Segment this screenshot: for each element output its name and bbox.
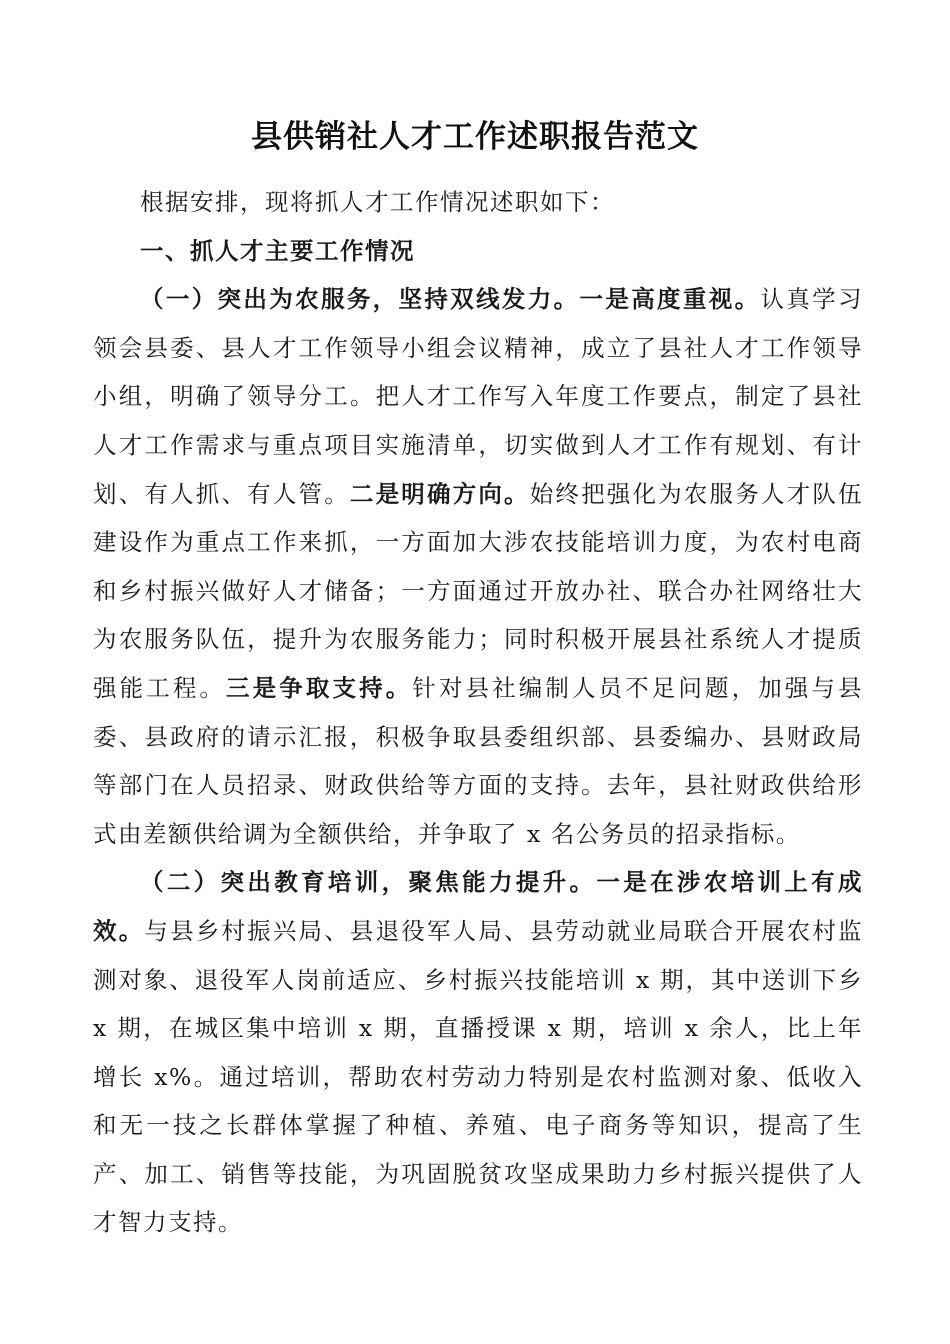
paragraph-1-point2-label: 二是明确方向。 [349,479,530,508]
paragraph-2-point1-label: 一是在涉农培训上有成效。 [93,868,864,945]
paragraph-1-point2-text: 始终把强化为农服务人才队伍建设作为重点工作来抓，一方面加大涉农技能培训力度，为农村电商和乡村振兴做好人才储备；一方面通过开放办社、联合办社网络壮大为农服务队伍，提升为农服务能力；同时积极开展县社系统人才提质强能工程。 [93,479,864,702]
paragraph-1-point1-text: 认真学习领会县委、县人才工作领导小组会议精神，成立了县社人才工作领导小组，明确了领导分工。把人才工作写入年度工作要点，制定了县社人才工作需求与重点项目实施清单，切实做到人才工作有规划、有计划、有人抓、有人管。 [93,285,864,508]
paragraph-2-point1-text: 与县乡村振兴局、县退役军人局、县劳动就业局联合开展农村监测对象、退役军人岗前适应、乡村振兴技能培训 x 期，其中送训下乡 x 期，在城区集中培训 x 期，直播授课 x 期，培训 x 余人，比上年增长 x%。通过培训，帮助农村劳动力特别是农村监测对象、低收入和无一技之长群体掌握了种植、养殖、电子商务等知识，提高了生产、加工、销售等技能，为巩固脱贫攻坚成果助力乡村振兴提供了人才智力支持。 [93,916,864,1237]
document-body [93,178,863,1247]
paragraph-1-lead: （一）突出为农服务，坚持双线发力。 [140,285,580,314]
paragraph-2-lead: （二）突出教育培训，聚焦能力提升。 [140,868,597,897]
section-heading-1: 一、抓人才主要工作情况 [140,236,415,265]
intro-paragraph: 根据安排，现将抓人才工作情况述职如下： [140,188,615,216]
paragraph-1-point3-text: 针对县社编制人员不足问题，加强与县委、县政府的请示汇报，积极争取县委组织部、县委编办、县财政局等部门在人员招录、财政供给等方面的支持。去年，县社财政供给形式由差额供给调为全额供给，并争取了 x 名公务员的招录指标。 [93,673,864,848]
paragraph-1 [93,275,863,858]
paragraph-1-point3-label: 三是争取支持。 [226,673,413,702]
paragraph-2 [93,858,863,1247]
document-title: 县供销社人才工作述职报告范文 [251,119,699,155]
paragraph-1-point1-label: 一是高度重视。 [579,285,761,314]
